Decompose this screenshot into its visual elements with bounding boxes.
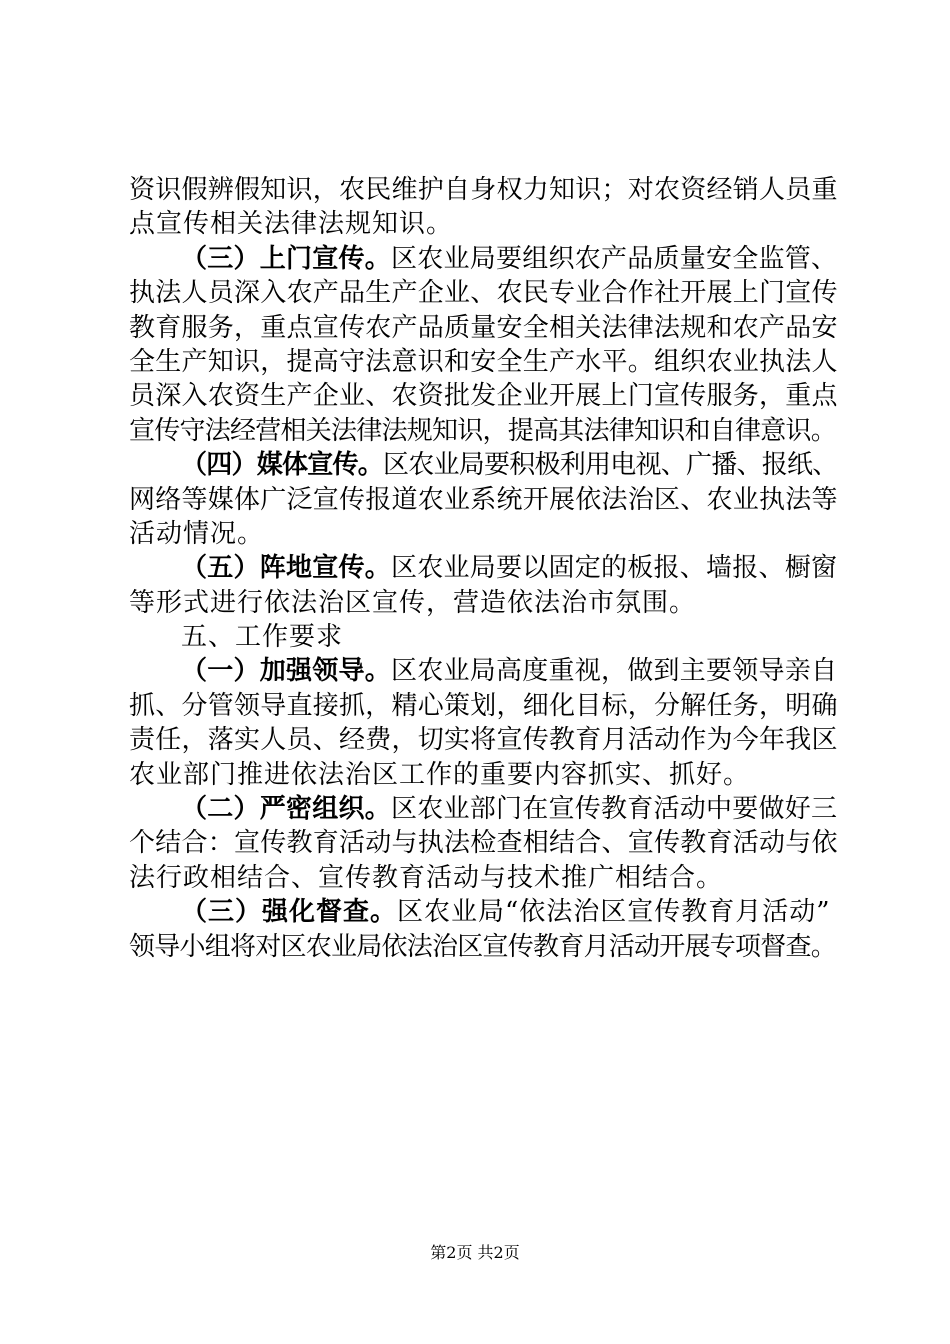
paragraph-start-line — [129, 792, 838, 826]
line-text: 资识假辨假知识，农民维护自身权力知识；对农资经销人员重 — [129, 175, 838, 205]
line-text: 区农业局要组织农产品质量安全监管、 — [391, 243, 838, 274]
paragraph-heading: （二）严密组织。 — [181, 794, 392, 825]
line-text: 教育服务，重点宣传农产品质量安全相关法律法规和农产品安 — [129, 312, 838, 343]
line-text: 区农业局高度重视，做到主要领导亲自 — [391, 656, 838, 687]
line-text: 农业部门推进依法治区工作的重要内容抓实、抓好。 — [129, 759, 751, 790]
text-line — [129, 483, 838, 517]
text-line — [129, 930, 837, 964]
text-line — [129, 173, 838, 207]
section-heading-line — [129, 620, 829, 654]
text-line — [129, 276, 838, 310]
text-line — [129, 311, 838, 345]
line-text: 区农业局要以固定的板报、墙报、橱窗 — [391, 553, 838, 584]
line-text: 网络等媒体广泛宣传报道农业系统开展依法治区、农业执法等 — [129, 484, 838, 515]
text-line — [129, 723, 838, 757]
line-text: 抓、分管领导直接抓，精心策划，细化目标，分解任务，明确 — [129, 690, 838, 721]
paragraph-start-line — [129, 654, 838, 688]
text-line — [129, 689, 838, 723]
text-line — [129, 379, 838, 413]
paragraph-heading: （三）强化督查。 — [181, 897, 398, 928]
paragraph-start-line — [129, 448, 838, 482]
line-text: 活动情况。 — [129, 518, 265, 549]
text-line — [129, 758, 829, 792]
paragraph-start-line — [129, 242, 838, 276]
line-text: 区农业局要积极利用电视、广播、报纸、 — [383, 450, 838, 481]
text-line — [129, 826, 838, 860]
line-text: 点宣传相关法律法规知识。 — [129, 209, 454, 240]
paragraph-heading: （一）加强领导。 — [181, 656, 392, 687]
paragraph-heading: （五）阵地宣传。 — [181, 553, 392, 584]
line-text: 执法人员深入农产品生产企业、农民专业合作社开展上门宣传 — [129, 278, 838, 309]
text-line — [129, 207, 829, 241]
text-line — [129, 345, 838, 379]
line-text: 员深入农资生产企业、农资批发企业开展上门宣传服务，重点 — [129, 381, 838, 412]
page-footer — [0, 1243, 950, 1263]
line-text: 宣传守法经营相关法律法规知识，提高其法律知识和自律意识。 — [129, 415, 837, 446]
line-text: 责任，落实人员、经费，切实将宣传教育月活动作为今年我区 — [129, 725, 838, 756]
paragraph-start-line — [129, 895, 829, 929]
text-line — [129, 414, 837, 448]
text-line — [129, 517, 829, 551]
text-line — [129, 861, 829, 895]
paragraph-start-line — [129, 551, 838, 585]
document-body — [129, 173, 838, 964]
paragraph-heading: （三）上门宣传。 — [181, 243, 392, 274]
line-text: 等形式进行依法治区宣传，营造依法治市氛围。 — [129, 587, 697, 618]
section-heading: 五、工作要求 — [181, 622, 344, 653]
line-text: 个结合：宣传教育活动与执法检查相结合、宣传教育活动与依 — [129, 828, 838, 859]
line-text: 全生产知识，提高守法意识和安全生产水平。组织农业执法人 — [129, 346, 838, 377]
line-text: 领导小组将对区农业局依法治区宣传教育月活动开展专项督查。 — [129, 931, 837, 962]
text-line — [129, 586, 829, 620]
line-text: 区农业局“依法治区宣传教育月活动” — [397, 897, 831, 928]
line-text: 区农业部门在宣传教育活动中要做好三 — [391, 794, 838, 825]
line-text: 法行政相结合、宣传教育活动与技术推广相结合。 — [129, 862, 724, 893]
paragraph-heading: （四）媒体宣传。 — [181, 450, 384, 481]
page-number: 第2页 共2页 — [430, 1243, 520, 1262]
